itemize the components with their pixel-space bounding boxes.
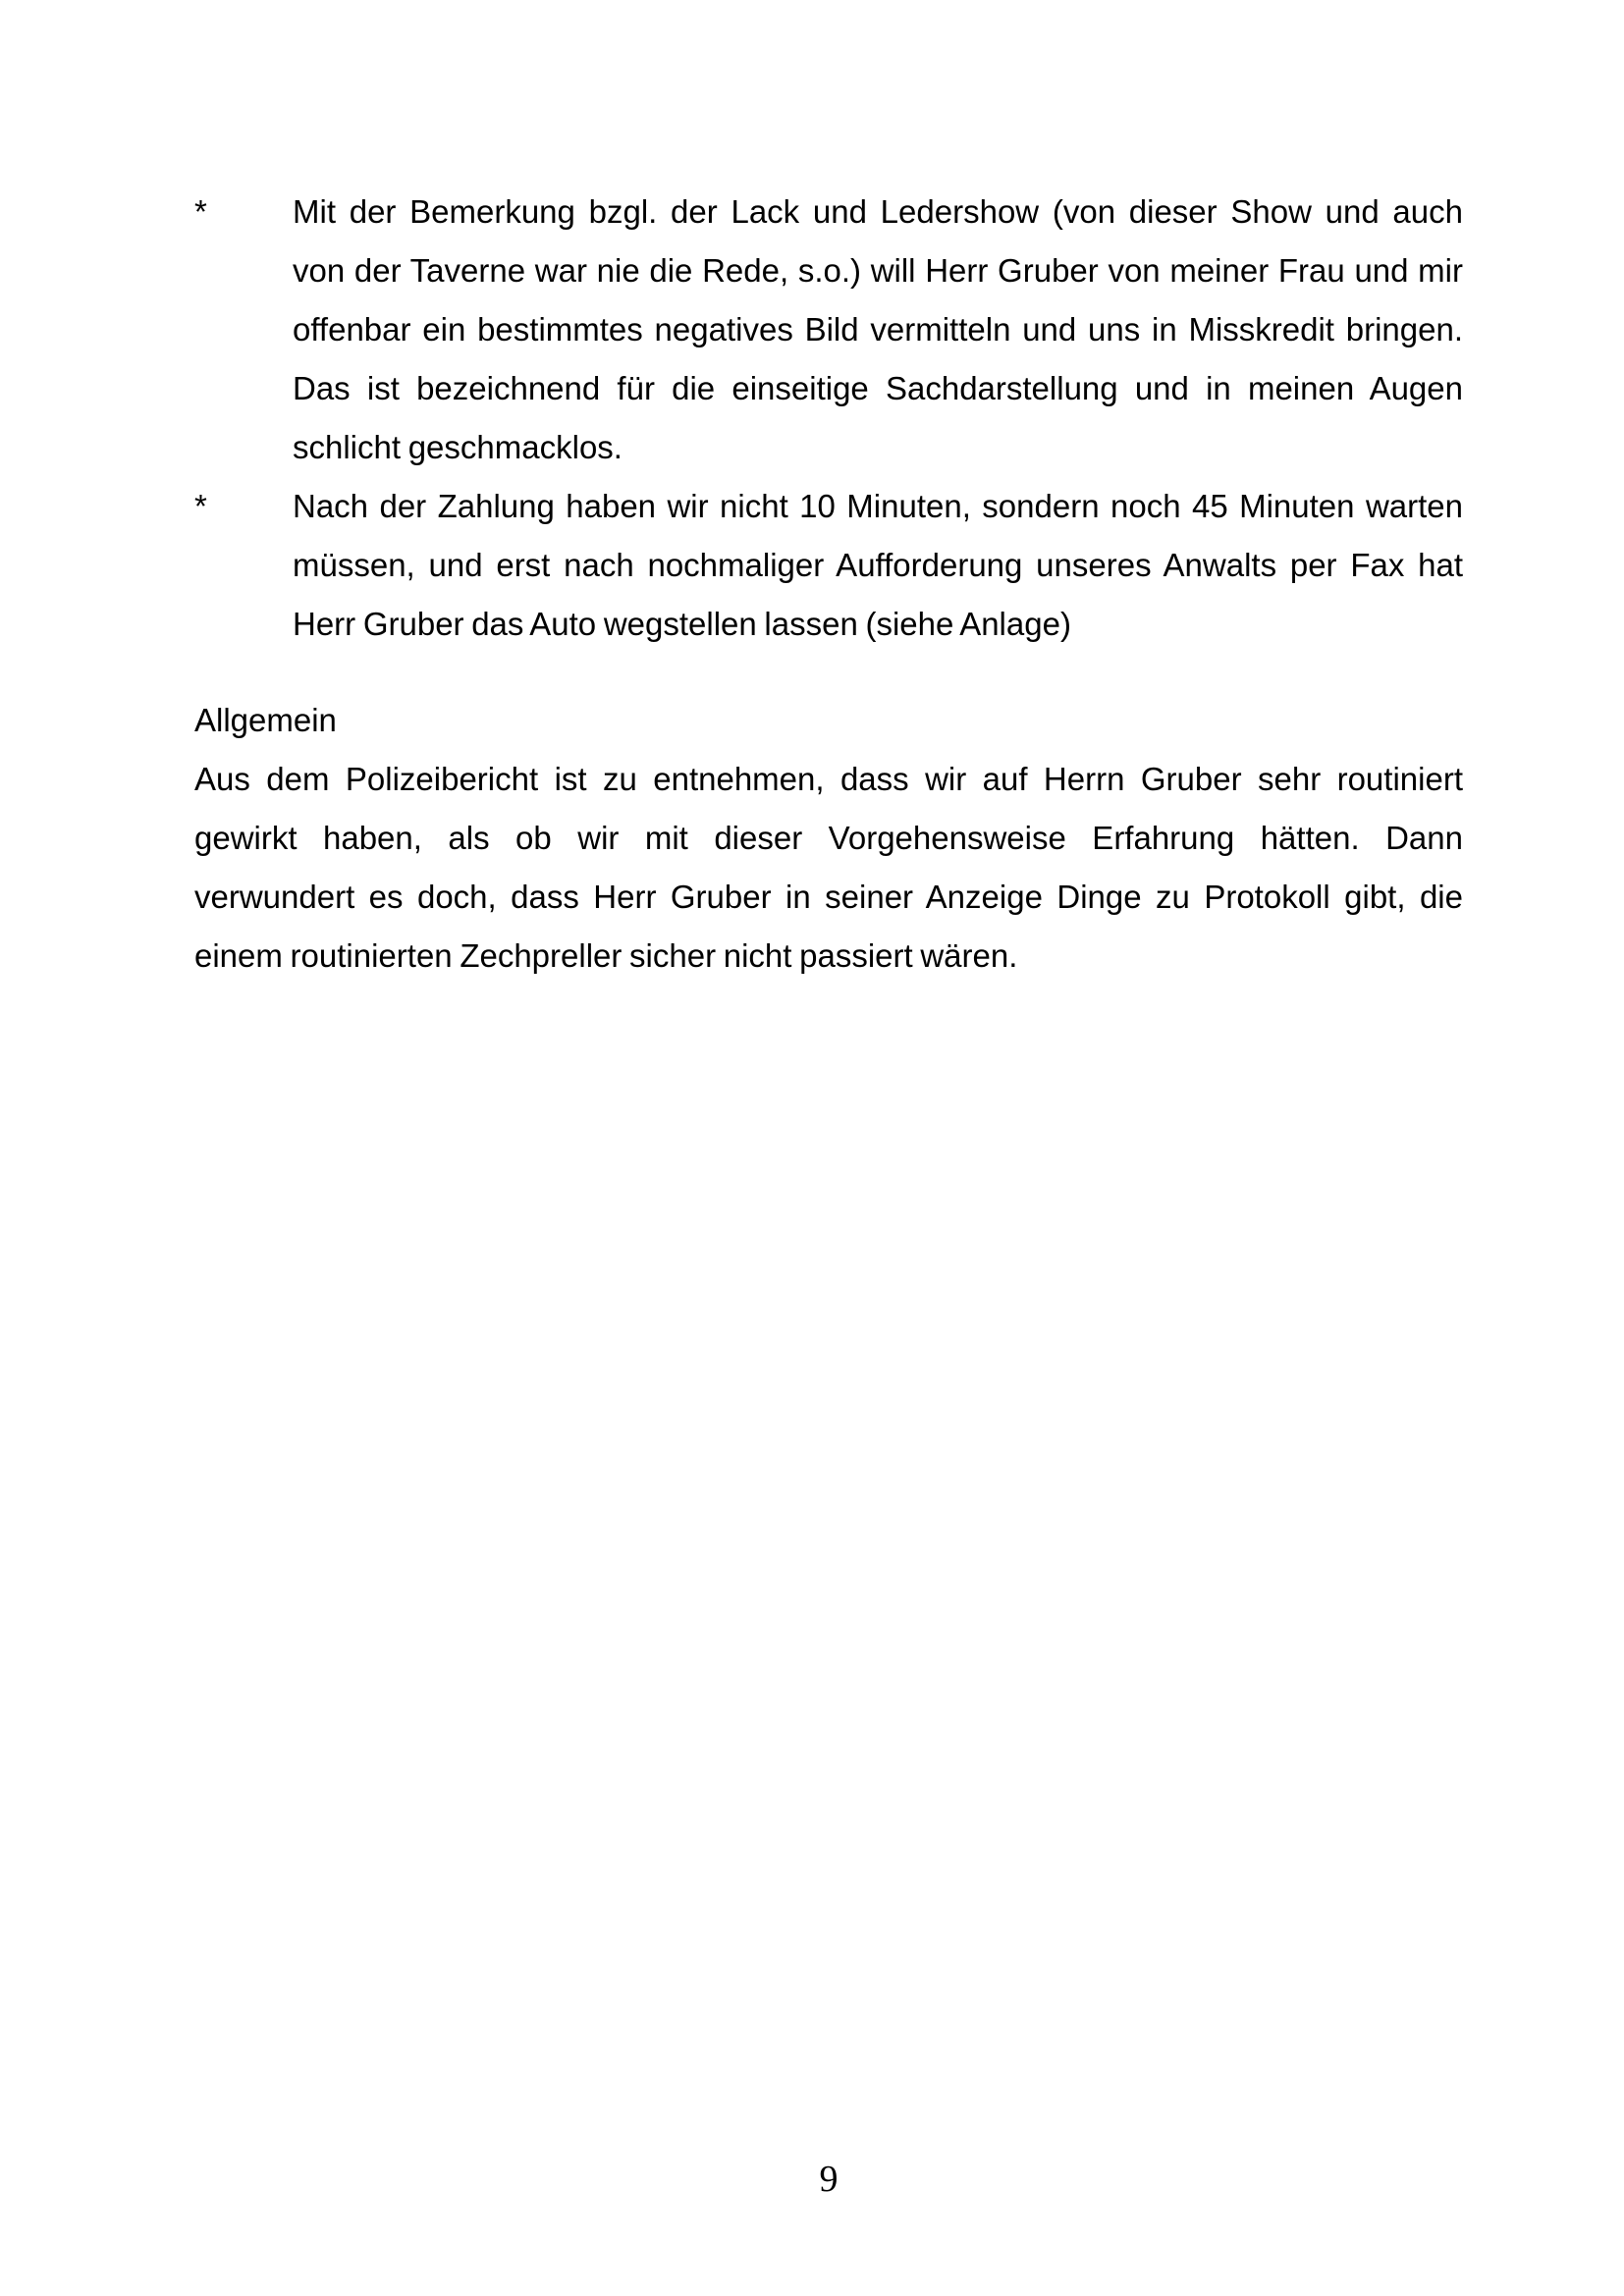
text-line: schlicht geschmacklos. [293,429,623,465]
text-line: Nach der Zahlung haben wir nicht 10 Minuten, sondern noch 45 Minuten warten [293,488,1463,524]
text-line: gewirkt haben, als ob wir mit dieser Vorgehensweise Erfahrung hätten. Dann [194,820,1463,856]
text-line: verwundert es doch, dass Herr Gruber in seiner Anzeige Dinge zu Protokoll gibt, die [194,879,1463,915]
text-line: müssen, und erst nach nochmaliger Aufforderung unseres Anwalts per Fax hat [293,547,1463,583]
page-number: 9 [819,2159,839,2200]
document-body [194,183,1463,986]
text-line: Mit der Bemerkung bzgl. der Lack und Ledershow (von dieser Show und auch [293,193,1463,230]
bullet-item [194,183,1463,477]
bullet-text [293,477,1463,654]
bullet-text [293,183,1463,477]
text-line: einem routinierten Zechpreller sicher nicht passiert wären. [194,937,1018,974]
text-line: offenbar ein bestimmtes negatives Bild vermitteln und uns in Misskredit bringen. [293,311,1463,347]
bullet-marker: * [194,488,207,524]
text-line: Das ist bezeichnend für die einseitige Sachdarstellung und in meinen Augen [293,370,1463,406]
bullet-marker: * [194,193,207,230]
text-line: von der Taverne war nie die Rede, s.o.) will Herr Gruber von meiner Frau und mir [293,252,1463,289]
text-line: Aus dem Polizeibericht ist zu entnehmen, dass wir auf Herrn Gruber sehr routiniert [194,761,1463,797]
section-paragraph [194,750,1463,986]
text-line: Herr Gruber das Auto wegstellen lassen (siehe Anlage) [293,606,1071,642]
section-heading: Allgemein [194,702,337,738]
bullet-item [194,477,1463,654]
